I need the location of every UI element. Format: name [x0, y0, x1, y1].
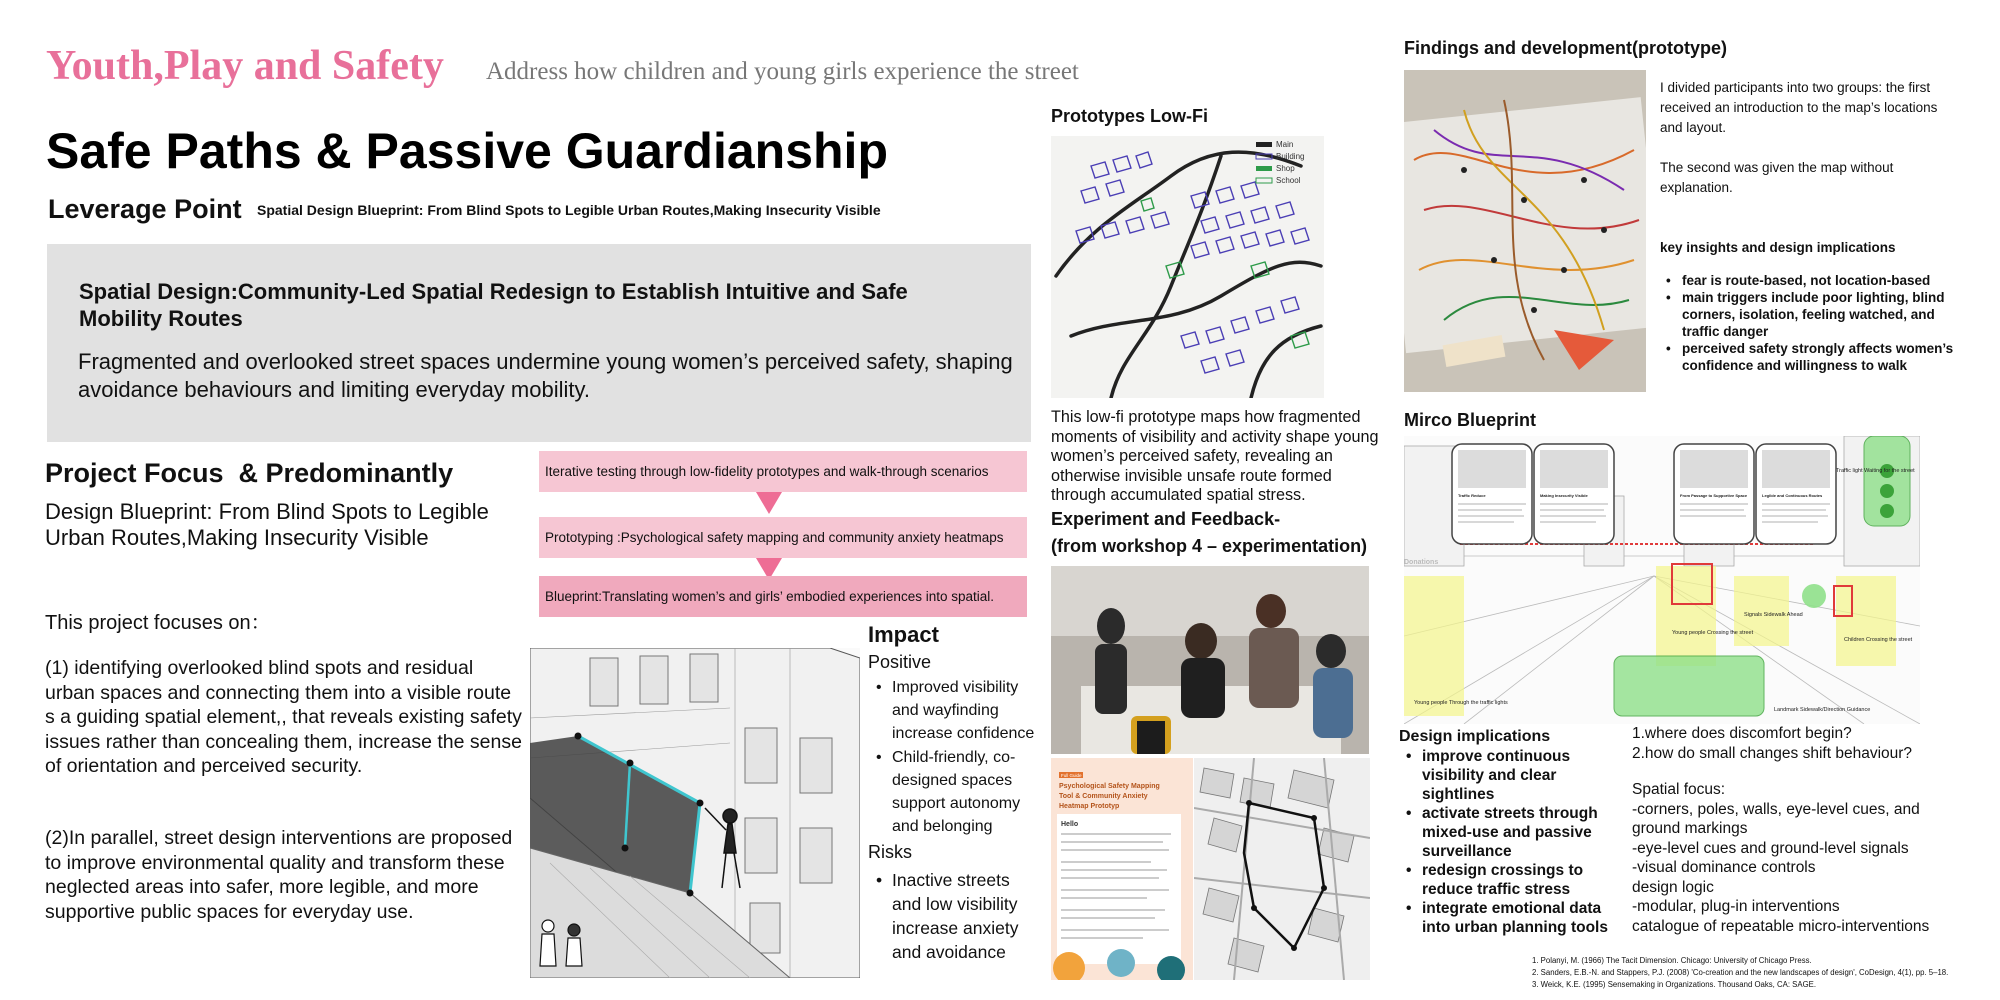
project-focus-paragraph-2: (2)In parallel, street design interventions are proposed to improve environmental quality and transform these neglected areas into safer, more legible, and more supportive public spaces for everyday use. [45, 827, 513, 923]
safety-mapping-tool-document [1051, 758, 1193, 980]
svg-text:Young people Through the traff: Young people Through the traffic lights [1414, 700, 1508, 706]
impact-risks-label: Risks [868, 842, 912, 862]
list-item: • activate streets through mixed-use and passive surveillance [1402, 804, 1622, 861]
list-item: • integrate emotional data into urban planning tools [1402, 899, 1622, 937]
spatial-focus-item: -eye-level cues and ground-level signals [1632, 839, 1909, 857]
design-implications-list [1402, 747, 1622, 937]
poster-title: Youth,Play and Safety [46, 43, 444, 89]
svg-text:Building: Building [1276, 152, 1305, 161]
leverage-point-title: Leverage Point [48, 194, 242, 224]
list-item: • redesign crossings to reduce traffic stress [1402, 861, 1622, 899]
spatial-design-title: Spatial Design:Community-Led Spatial Redesign to Establish Intuitive and Safe Mobility Routes [79, 279, 908, 331]
svg-text:Hello: Hello [1061, 821, 1079, 828]
list-item: • perceived safety strongly affects women’s confidence and willingness to walk [1662, 340, 1962, 374]
project-focus-title: Project Focus & Predominantly [45, 458, 454, 488]
design-implications-title: Design implications [1399, 728, 1551, 745]
svg-text:Full Guide: Full Guide [1061, 773, 1082, 778]
impact-risks-list [872, 868, 1042, 964]
svg-text:Children Crossing the street: Children Crossing the street [1844, 637, 1913, 643]
insights-title: key insights and design implications [1660, 240, 1896, 255]
svg-text:Legible and Continuous Routes: Legible and Continuous Routes [1762, 493, 1823, 498]
lowfi-map-sketch [1051, 136, 1324, 398]
flow-arrow-down-icon [756, 492, 782, 514]
impact-positive-list [872, 676, 1042, 838]
spatial-design-panel [47, 244, 1031, 442]
svg-text:Donations: Donations [1404, 559, 1439, 566]
spatial-focus-title: Spatial focus: [1632, 781, 1726, 798]
spatial-focus-item: -visual dominance controls [1632, 859, 1816, 876]
svg-text:Psychological Safety Mapping: Psychological Safety Mapping Tool & Community Anxiety Heatmap Prototyp [1059, 783, 1160, 810]
reference-item: 2. Sanders, E.B.-N. and Stappers, P.J. (2008) 'Co-creation and the new landscapes of design', CoDesign, 4(1), pp. 5–18. [1532, 968, 1949, 977]
flow-step-blueprint: Blueprint:Translating women’s and girls’ embodied experiences into spatial. [539, 576, 1027, 617]
project-focus-paragraph-1: (1) identifying overlooked blind spots and residual urban spaces and connecting them into a visible route s a guiding spatial element,, that reveals existing safety issues rather than concealing them, increase the sense of orientation and perceived security. [45, 657, 522, 777]
svg-text:Young people Crossing the stre: Young people Crossing the street [1672, 630, 1754, 636]
workshop-photo [1051, 566, 1369, 754]
svg-text:Traffic light Waiting for the: Traffic light Waiting for the street [1836, 468, 1915, 474]
spatial-focus-item: catalogue of repeatable micro-interventions [1632, 917, 1930, 935]
question-1: 1.where does discomfort begin? [1632, 725, 1852, 742]
references [1532, 955, 1992, 991]
flow-step-prototyping: Prototyping :Psychological safety mapping and community anxiety heatmaps [539, 517, 1027, 558]
list-item: • Improved visibility and wayfinding increase confidence [872, 676, 1042, 745]
findings-paragraph-2: The second was given the map without explanation. [1660, 160, 1894, 195]
route-map-sheet [1194, 758, 1370, 980]
prototypes-title: Prototypes Low-Fi [1051, 106, 1208, 126]
question-2: 2.how do small changes shift behaviour? [1632, 744, 1913, 762]
list-item: • main triggers include poor lighting, blind corners, isolation, feeling watched, and traffic danger [1662, 289, 1962, 340]
headline: Safe Paths & Passive Guardianship [46, 123, 888, 179]
findings-title: Findings and development(prototype) [1404, 38, 1727, 58]
spatial-focus-item: design logic [1632, 878, 1714, 896]
findings-paragraph-1: I divided participants into two groups: the first received an introduction to the map’s locations and layout. [1660, 80, 1938, 135]
svg-text:Landmark Sidewalk/Direction Gu: Landmark Sidewalk/Direction Guidance [1774, 707, 1871, 713]
prototypes-description: This low-fi prototype maps how fragmented moments of visibility and activity shape young women’s perceived safety, revealing an otherwise invisible unsafe route formed through accumulated spatial stress. [1051, 408, 1379, 504]
project-focus-intro: This project focuses on： [45, 612, 271, 634]
svg-text:Making Insecurity Visible: Making Insecurity Visible [1540, 493, 1588, 498]
spatial-design-body: Fragmented and overlooked street spaces undermine young women’s perceived safety, shaping avoidance behaviours and limiting everyday mobility. [78, 349, 1013, 402]
reference-item: 3. Weick, K.E. (1995) Sensemaking in Organizations. Thousand Oaks, CA: SAGE. [1532, 980, 1816, 989]
spatial-focus-item: -modular, plug-in interventions [1632, 898, 1840, 915]
mirco-blueprint-illustration [1404, 436, 1920, 724]
svg-text:Traffic Reduce: Traffic Reduce [1458, 493, 1486, 498]
experiment-title: Experiment and Feedback- (from workshop 4 – experimentation) [1051, 509, 1368, 556]
leverage-point-subtitle: Spatial Design Blueprint: From Blind Spots to Legible Urban Routes,Making Insecurity Visible [257, 202, 881, 218]
reference-item: 1. Polanyi, M. (1966) The Tacit Dimension. Chicago: University of Chicago Press. [1532, 956, 1812, 965]
svg-text:Shop: Shop [1276, 164, 1295, 173]
prototype-string-map-photo [1404, 70, 1646, 392]
mirco-blueprint-title: Mirco Blueprint [1404, 410, 1537, 430]
svg-text:Signals Sidewalk Ahead: Signals Sidewalk Ahead [1744, 612, 1803, 618]
poster-subtitle: Address how children and young girls experience the street [486, 58, 1079, 85]
svg-text:School: School [1276, 176, 1301, 185]
impact-positive-label: Positive [868, 652, 932, 672]
list-item: • Child-friendly, co-designed spaces support autonomy and belonging [872, 746, 1042, 838]
street-blind-spot-illustration [530, 648, 860, 978]
research-questions [1632, 724, 1962, 763]
svg-text:From Passage to Supportive Spa: From Passage to Supportive Space [1680, 493, 1748, 498]
insights-list [1662, 272, 1962, 374]
impact-title: Impact [868, 622, 939, 647]
spatial-focus-item: -corners, poles, walls, eye-level cues, and ground markings [1632, 800, 1920, 837]
svg-text:Main: Main [1276, 140, 1294, 149]
spatial-focus [1632, 780, 1962, 936]
list-item: • Inactive streets and low visibility increase anxiety and avoidance [872, 868, 1042, 964]
flow-step-testing: Iterative testing through low-fidelity prototypes and walk-through scenarios [539, 451, 1027, 492]
list-item: • improve continuous visibility and clear sightlines [1402, 747, 1622, 804]
project-focus-subtitle: Design Blueprint: From Blind Spots to Legible Urban Routes,Making Insecurity Visible [45, 499, 489, 550]
list-item: • fear is route-based, not location-based [1662, 272, 1962, 289]
